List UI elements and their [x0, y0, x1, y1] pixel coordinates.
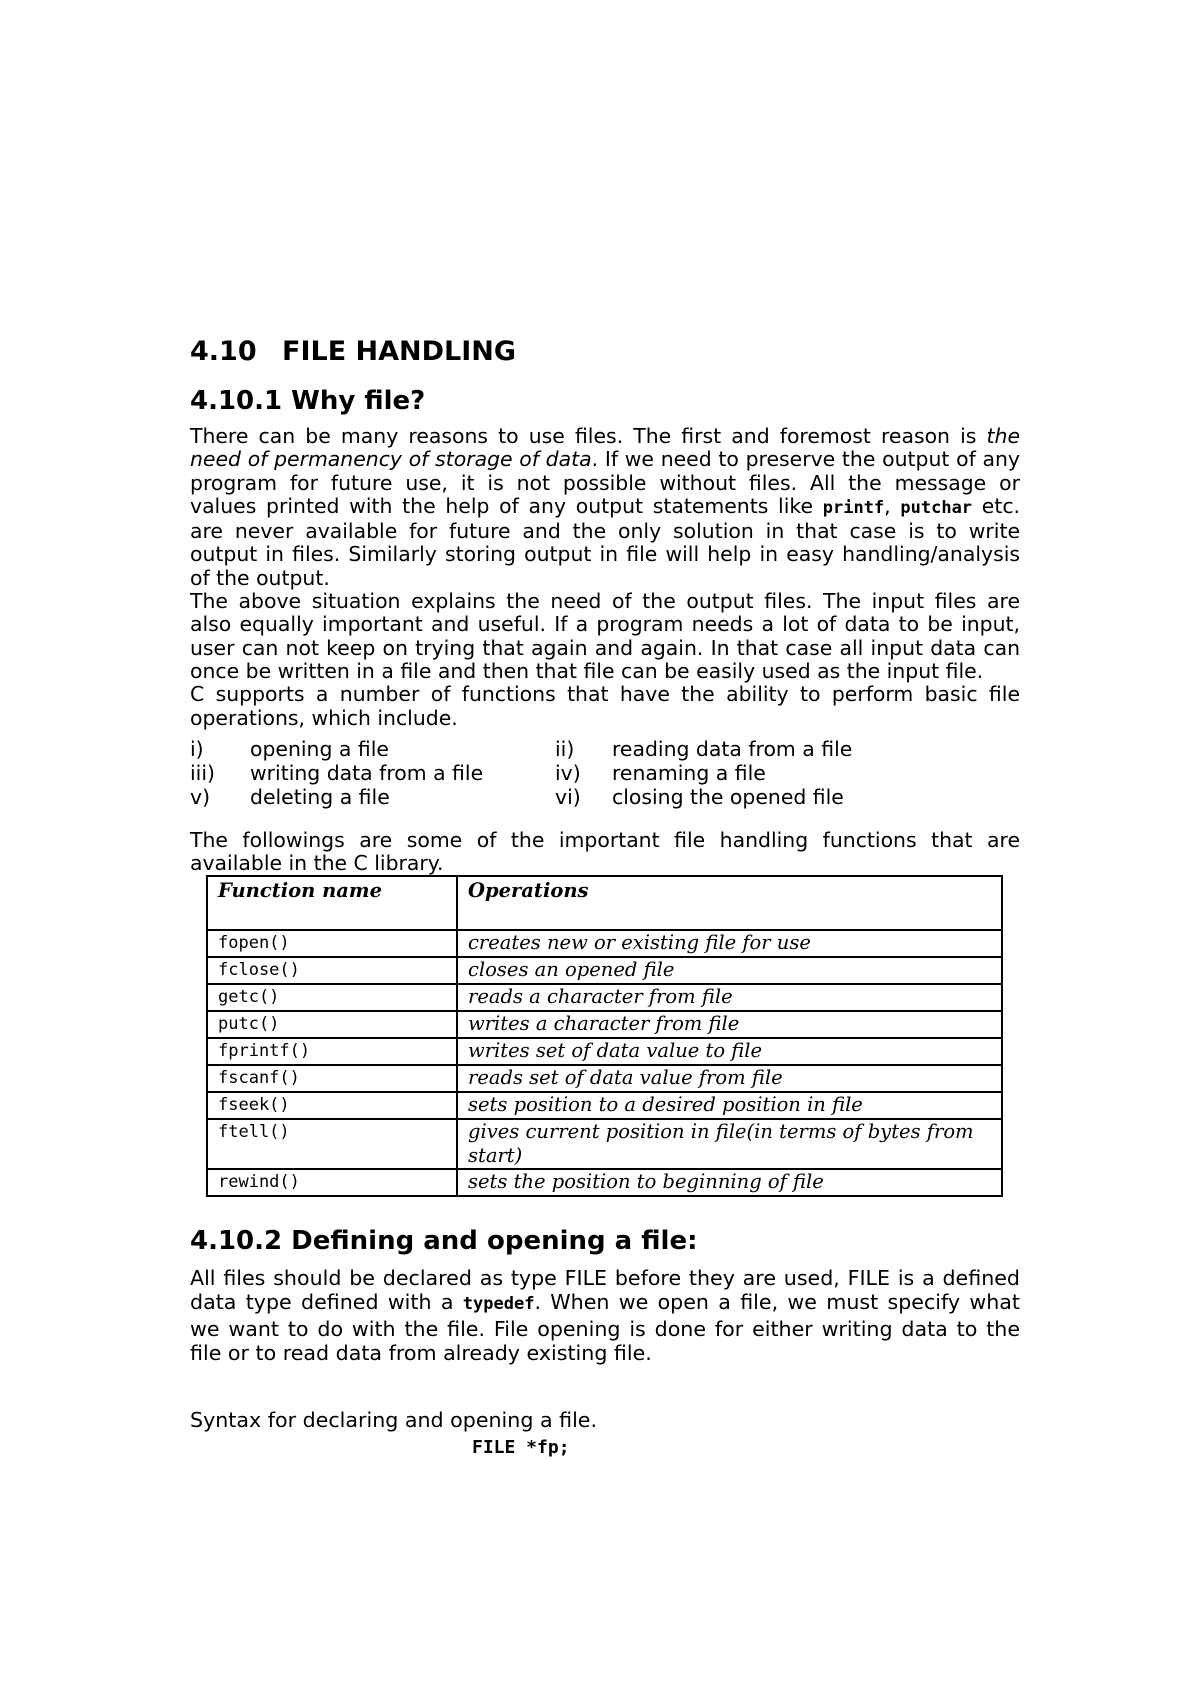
list-number: vi) [555, 785, 581, 809]
list-item [190, 785, 1020, 809]
syntax-label: Syntax for declaring and opening a file. [190, 1408, 598, 1432]
text-line: C supports a number of functions that have the ability to perform basic file [190, 682, 1020, 707]
table-row [207, 984, 1002, 1011]
subsection-heading-why-file: 4.10.1 Why file? [190, 386, 426, 416]
inline-code: printf [822, 497, 885, 518]
section-heading [190, 336, 516, 367]
subsection-heading-defining-opening: 4.10.2 Defining and opening a file: [190, 1226, 698, 1256]
table-row [207, 1011, 1002, 1038]
table-row [207, 1065, 1002, 1092]
list-text: deleting a file [250, 785, 390, 809]
table-intro-paragraph [190, 829, 1020, 876]
table-row [207, 1119, 1002, 1169]
text-line: also equally important and useful. If a program needs a lot of data to be input, [190, 612, 1020, 637]
text-line [190, 448, 1020, 471]
section-title: FILE HANDLING [282, 336, 517, 367]
function-name-cell: fclose() [207, 957, 457, 984]
table-row [207, 1092, 1002, 1119]
table-header-row [207, 876, 1002, 930]
list-text: writing data from a file [250, 761, 484, 785]
function-name-cell: fscanf() [207, 1065, 457, 1092]
inline-code: typedef [462, 1294, 535, 1315]
text-line [190, 495, 1020, 520]
text-run: . When we open a file, we must specify what [534, 1290, 1020, 1315]
text-line: The followings are some of the important file handling functions that are [190, 828, 1020, 852]
section-number: 4.10 [190, 336, 257, 367]
text-run: There can be many reasons to use files. The first and foremost reason is [190, 424, 987, 448]
text-run: etc. [972, 493, 1021, 518]
text-line: operations, which include. [190, 705, 458, 730]
function-name-cell: fprintf() [207, 1038, 457, 1065]
emphasis-text: need of permanency of storage of data [190, 447, 592, 472]
operation-cell: sets the position to beginning of file [457, 1169, 1002, 1196]
table-row [207, 957, 1002, 984]
text-line: we want to do with the file. File opening is done for either writing data to the [190, 1316, 1020, 1341]
text-run: , [884, 493, 901, 518]
operation-cell: writes a character from file [457, 1011, 1002, 1038]
defining-paragraph [190, 1266, 1020, 1365]
function-name-cell: ftell() [207, 1119, 457, 1169]
function-name-cell: fopen() [207, 930, 457, 957]
operation-cell: sets position to a desired position in file [457, 1092, 1002, 1119]
text-line [190, 425, 1020, 448]
function-name-cell: fseek() [207, 1092, 457, 1119]
list-number: i) [190, 737, 204, 761]
text-line: file or to read data from already existing file. [190, 1340, 652, 1365]
text-run: . If we need to preserve the output of any [591, 447, 1020, 472]
text-line: of the output. [190, 565, 330, 590]
operation-cell: writes set of data value to file [457, 1038, 1002, 1065]
text-line: output in files. Similarly storing output in file will help in easy handling/analysis [190, 542, 1020, 567]
text-run: data type defined with a [190, 1290, 463, 1315]
text-line: once be written in a file and then that file can be easily used as the input file. [190, 658, 984, 683]
text-line: user can not keep on trying that again and again. In that case all input data can [190, 635, 1020, 660]
text-line: The above situation explains the need of the output files. The input files are [190, 589, 1020, 614]
text-line: are never available for future and the only solution in that case is to write [190, 519, 1020, 544]
emphasis-text: the [986, 424, 1020, 448]
list-item [190, 761, 1020, 785]
intro-paragraphs [190, 425, 1020, 730]
function-name-cell: putc() [207, 1011, 457, 1038]
list-number: iv) [555, 761, 581, 785]
text-run: values printed with the help of any output statements like [190, 493, 823, 518]
table-row [207, 1169, 1002, 1196]
list-text: opening a file [250, 737, 389, 761]
operations-list [190, 737, 1020, 809]
table-row [207, 1038, 1002, 1065]
text-line: available in the C library. [190, 851, 444, 876]
function-name-cell: rewind() [207, 1169, 457, 1196]
list-number: iii) [190, 761, 215, 785]
text-line: program for future use, it is not possible without files. All the message or [190, 470, 1020, 495]
text-line [190, 1290, 1020, 1316]
operation-cell: closes an opened file [457, 957, 1002, 984]
code-line: FILE *fp; [472, 1437, 570, 1458]
inline-code: putchar [900, 497, 973, 518]
operation-cell: reads a character from file [457, 984, 1002, 1011]
function-name-cell: getc() [207, 984, 457, 1011]
list-text: renaming a file [612, 761, 766, 785]
list-number: v) [190, 785, 211, 809]
file-functions-table [206, 875, 1003, 1197]
column-header-operations: Operations [457, 876, 1002, 930]
operation-cell: creates new or existing file for use [457, 930, 1002, 957]
table-row [207, 930, 1002, 957]
list-text: closing the opened file [612, 785, 844, 809]
list-text: reading data from a file [612, 737, 853, 761]
list-number: ii) [555, 737, 575, 761]
operation-cell: reads set of data value from file [457, 1065, 1002, 1092]
operation-cell: gives current position in file(in terms of bytes from start) [457, 1119, 1002, 1169]
text-line: All files should be declared as type FILE before they are used, FILE is a defined [190, 1266, 1020, 1290]
column-header-function-name: Function name [207, 876, 457, 930]
list-item [190, 737, 1020, 761]
